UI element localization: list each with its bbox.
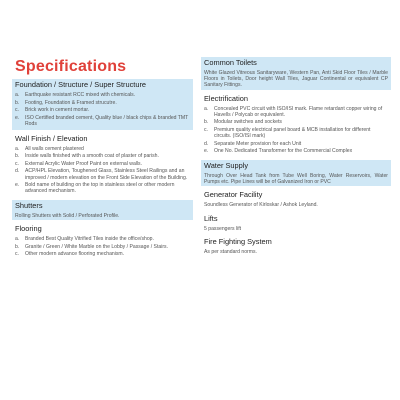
section-lifts xyxy=(201,213,391,233)
list-marker: c. xyxy=(15,160,19,167)
list-text: Branded Best Quality Vitrified Tiles inside the office/shop. xyxy=(25,236,154,243)
section-header: Common Toilets xyxy=(201,57,391,69)
list-item xyxy=(15,100,190,106)
section-content xyxy=(12,145,193,197)
list-item xyxy=(15,251,190,257)
list-item xyxy=(15,92,190,98)
list-marker: d. xyxy=(204,140,209,147)
section-content: 5 passengers lift xyxy=(204,225,242,232)
list-item xyxy=(204,148,388,154)
list-marker: a. xyxy=(15,236,20,243)
list-marker: c. xyxy=(15,251,19,258)
list-text: Inside walls finished with a smooth coat of plaster of parish. xyxy=(25,153,159,160)
list-item xyxy=(15,115,190,127)
right-column xyxy=(201,57,391,259)
list-marker: d. xyxy=(15,168,20,175)
list-marker: b. xyxy=(15,153,20,160)
section-wall-finish xyxy=(12,133,193,197)
list-item xyxy=(15,244,190,250)
list-item xyxy=(15,146,190,152)
section-generator xyxy=(201,189,391,209)
list-text: All walls cement plastered xyxy=(25,145,84,152)
list-text: Other modern advance flooring mechanism. xyxy=(25,251,125,258)
list-text: Modular switches and sockets xyxy=(214,119,282,126)
list-marker: c. xyxy=(15,107,19,114)
list-text: ISO Certified branded cement, Quality blue / black chips & branded TMT Rods xyxy=(25,114,189,127)
section-header: Flooring xyxy=(15,224,42,234)
list-text: Footing, Foundation & Framed strucutre. xyxy=(25,99,117,106)
section-flooring xyxy=(12,223,193,260)
list-text: ACP/HPL Elevation, Toughened Glass, Stainless Steel Railings and an improved / modern elevation on the Front Side Elevation of the Building. xyxy=(25,168,188,181)
list-marker: b. xyxy=(15,243,20,250)
list-item xyxy=(15,161,190,167)
list-marker: e. xyxy=(204,148,209,155)
section-content: Soundless Generator of Kirloskar / Ashok Leyland. xyxy=(204,202,318,209)
list-text: One No. Dedicated Transformer for the Commercial Complex xyxy=(214,148,353,155)
list-item xyxy=(204,141,388,147)
list-text: Separate Meter provision for each Unit xyxy=(214,140,302,147)
list-text: Bold name of building on the top in stainless steel or other modern advanced mechanism. xyxy=(25,182,175,195)
section-common-toilets xyxy=(201,57,391,90)
list-marker: b. xyxy=(204,119,209,126)
list-item xyxy=(15,236,190,242)
section-content: As per standard norms. xyxy=(204,248,257,255)
section-content xyxy=(201,105,391,157)
list-text: Concealed PVC circuit with ISO/ISI mark. Flame retardant copper wiring of Havells / Polycab or equivalent. xyxy=(214,105,383,118)
list-text: Granite / Green / White Marble on the Lobby / Passage / Stairs. xyxy=(25,243,168,250)
list-text: Earthquake resistant RCC mixed with chemicals. xyxy=(25,92,136,98)
section-header: Fire Fighting System xyxy=(204,236,272,246)
section-header: Generator Facility xyxy=(204,190,263,200)
list-item xyxy=(15,107,190,113)
list-text: External Acrylic Water Proof Paint on external walls. xyxy=(25,160,143,167)
list-item xyxy=(204,119,388,125)
list-marker: e. xyxy=(15,114,20,121)
section-header: Lifts xyxy=(204,213,218,223)
section-header: Wall Finish / Elevation xyxy=(15,133,88,143)
list-marker: a. xyxy=(204,105,209,112)
list-marker: e. xyxy=(15,182,20,189)
page-title: Specifications xyxy=(15,58,127,75)
list-marker: a. xyxy=(15,92,20,98)
section-content: White Glazed Vitreous Sanitaryware, Western Pan, Anti Skid Floor Tiles / Marble Floors in Toilets, Door height Wall Tiles, Jaguar Continental or equivalent CP Sanitary Fittings. xyxy=(201,69,391,90)
list-text: Premium quality electrical panel board & MCB installation for different circuits. (ISO/ISI mark) xyxy=(214,127,371,140)
section-header: Electrification xyxy=(204,93,248,103)
section-water-supply xyxy=(201,160,391,186)
section-header: Water Supply xyxy=(201,160,391,172)
section-shutters xyxy=(12,200,193,220)
section-content xyxy=(12,91,193,130)
section-electrification xyxy=(201,93,391,157)
list-marker: a. xyxy=(15,145,20,152)
list-marker: c. xyxy=(204,127,208,133)
list-item xyxy=(204,106,388,118)
section-content: Through Over Head Tank from Tube Well Boring, Water Reservoirs, Water Pumps etc. Pipe Lines will be of Galvanized Iron or PVC xyxy=(201,172,391,186)
list-text: Brick work in cement mortar. xyxy=(25,107,90,114)
section-content: Rolling Shutters with Solid / Perforated Profile. xyxy=(12,212,193,220)
list-item xyxy=(15,153,190,159)
left-column xyxy=(12,79,193,263)
list-marker: b. xyxy=(15,99,20,106)
section-content xyxy=(12,235,193,260)
list-item xyxy=(15,182,190,194)
section-foundation xyxy=(12,79,193,130)
section-fire-fighting xyxy=(201,236,391,256)
section-header: Shutters xyxy=(12,200,193,212)
list-item xyxy=(204,127,388,139)
section-header: Foundation / Structure / Super Structure xyxy=(12,79,193,91)
list-item xyxy=(15,168,190,180)
